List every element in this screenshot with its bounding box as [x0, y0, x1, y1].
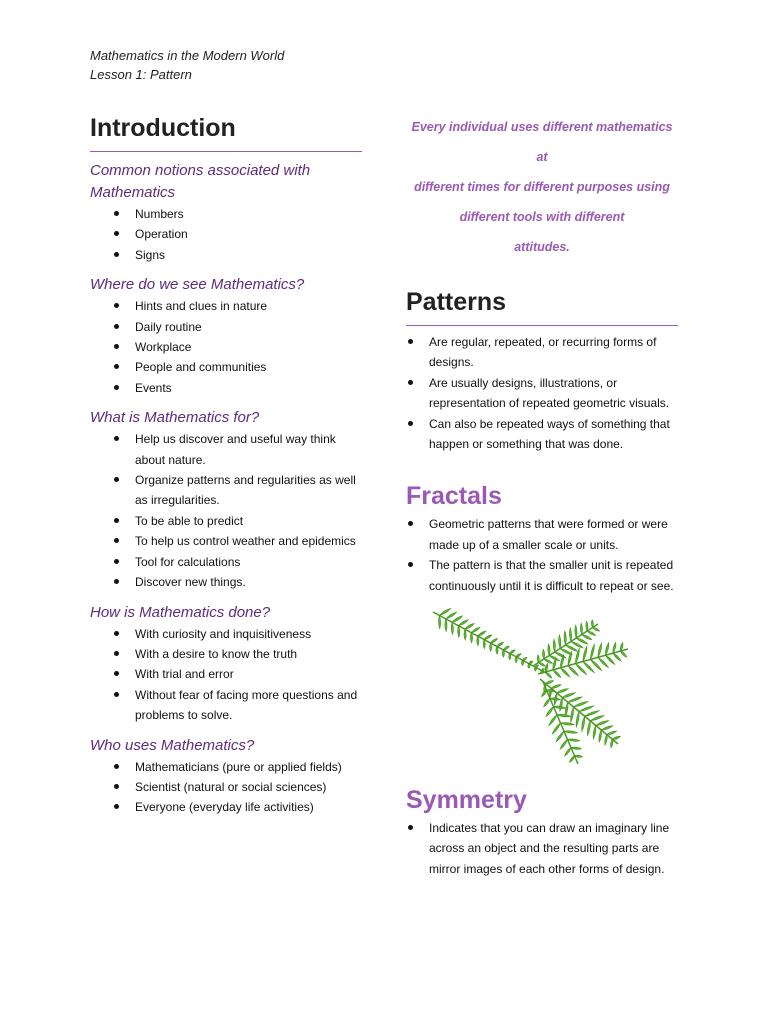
list-item: Are usually designs, illustrations, or representation of repeated geometric visuals. — [406, 373, 678, 414]
section-common-notions — [90, 160, 362, 265]
list-item: Operation — [90, 224, 362, 244]
bullet-list — [90, 757, 362, 818]
list-item: Mathematicians (pure or applied fields) — [90, 757, 362, 777]
patterns-section — [406, 286, 678, 454]
list-item: Scientist (natural or social sciences) — [90, 777, 362, 797]
symmetry-section — [406, 784, 678, 879]
symmetry-title: Symmetry — [406, 786, 527, 815]
fractals-title: Fractals — [406, 482, 502, 511]
quote-line: different times for different purposes using — [414, 180, 670, 194]
introduction-title: Introduction — [90, 112, 362, 152]
list-item: The pattern is that the smaller unit is repeated continuously until it is difficult to repeat or see. — [406, 555, 678, 596]
section-heading: Who uses Mathematics? — [90, 736, 255, 754]
section-what-for — [90, 407, 362, 592]
list-item: Events — [90, 378, 362, 398]
list-item: Signs — [90, 245, 362, 265]
section-how-done — [90, 602, 362, 726]
list-item: Without fear of facing more questions and problems to solve. — [90, 685, 362, 726]
quote-block — [406, 112, 678, 262]
list-item: Discover new things. — [90, 572, 362, 592]
list-item: People and communities — [90, 357, 362, 377]
bullet-list — [90, 296, 362, 398]
fractals-section — [406, 480, 678, 774]
quote-line: attitudes. — [514, 240, 570, 254]
patterns-title: Patterns — [406, 286, 678, 326]
list-item: Everyone (everyday life activities) — [90, 797, 362, 817]
bullet-list — [90, 624, 362, 726]
list-item: Numbers — [90, 204, 362, 224]
bullet-list — [90, 204, 362, 265]
list-item: Hints and clues in nature — [90, 296, 362, 316]
bullet-list — [90, 429, 362, 592]
bullet-list — [406, 514, 678, 596]
section-heading: How is Mathematics done? — [90, 603, 271, 621]
left-column — [90, 112, 362, 818]
section-heading: Common notions associated with Mathematics — [90, 162, 311, 201]
list-item: Geometric patterns that were formed or were made up of a smaller scale or units. — [406, 514, 678, 555]
list-item: Daily routine — [90, 317, 362, 337]
list-item: Organize patterns and regularities as well as irregularities. — [90, 470, 362, 511]
quote-line: Every individual uses different mathematics at — [411, 120, 673, 164]
list-item: Tool for calculations — [90, 552, 362, 572]
list-item: With trial and error — [90, 664, 362, 684]
fern-leaf-icon — [428, 604, 648, 774]
document-header — [90, 46, 284, 84]
course-title: Mathematics in the Modern World — [90, 48, 285, 63]
list-item: Indicates that you can draw an imaginary line across an object and the resulting parts are mirror images of each other forms of design. — [406, 818, 678, 879]
list-item: Help us discover and useful way think about nature. — [90, 429, 362, 470]
list-item: With curiosity and inquisitiveness — [90, 624, 362, 644]
bullet-list — [406, 818, 678, 879]
list-item: With a desire to know the truth — [90, 644, 362, 664]
list-item: Workplace — [90, 337, 362, 357]
quote-line: different tools with different — [459, 210, 625, 224]
section-heading: Where do we see Mathematics? — [90, 276, 305, 294]
list-item: Are regular, repeated, or recurring forms of designs. — [406, 332, 678, 373]
lesson-title: Lesson 1: Pattern — [90, 67, 192, 82]
list-item: To be able to predict — [90, 511, 362, 531]
section-where — [90, 274, 362, 398]
bullet-list — [406, 332, 678, 454]
section-heading: What is Mathematics for? — [90, 409, 260, 427]
list-item: To help us control weather and epidemics — [90, 531, 362, 551]
list-item: Can also be repeated ways of something that happen or something that was done. — [406, 414, 678, 455]
section-who-uses — [90, 735, 362, 818]
right-column — [406, 112, 678, 879]
